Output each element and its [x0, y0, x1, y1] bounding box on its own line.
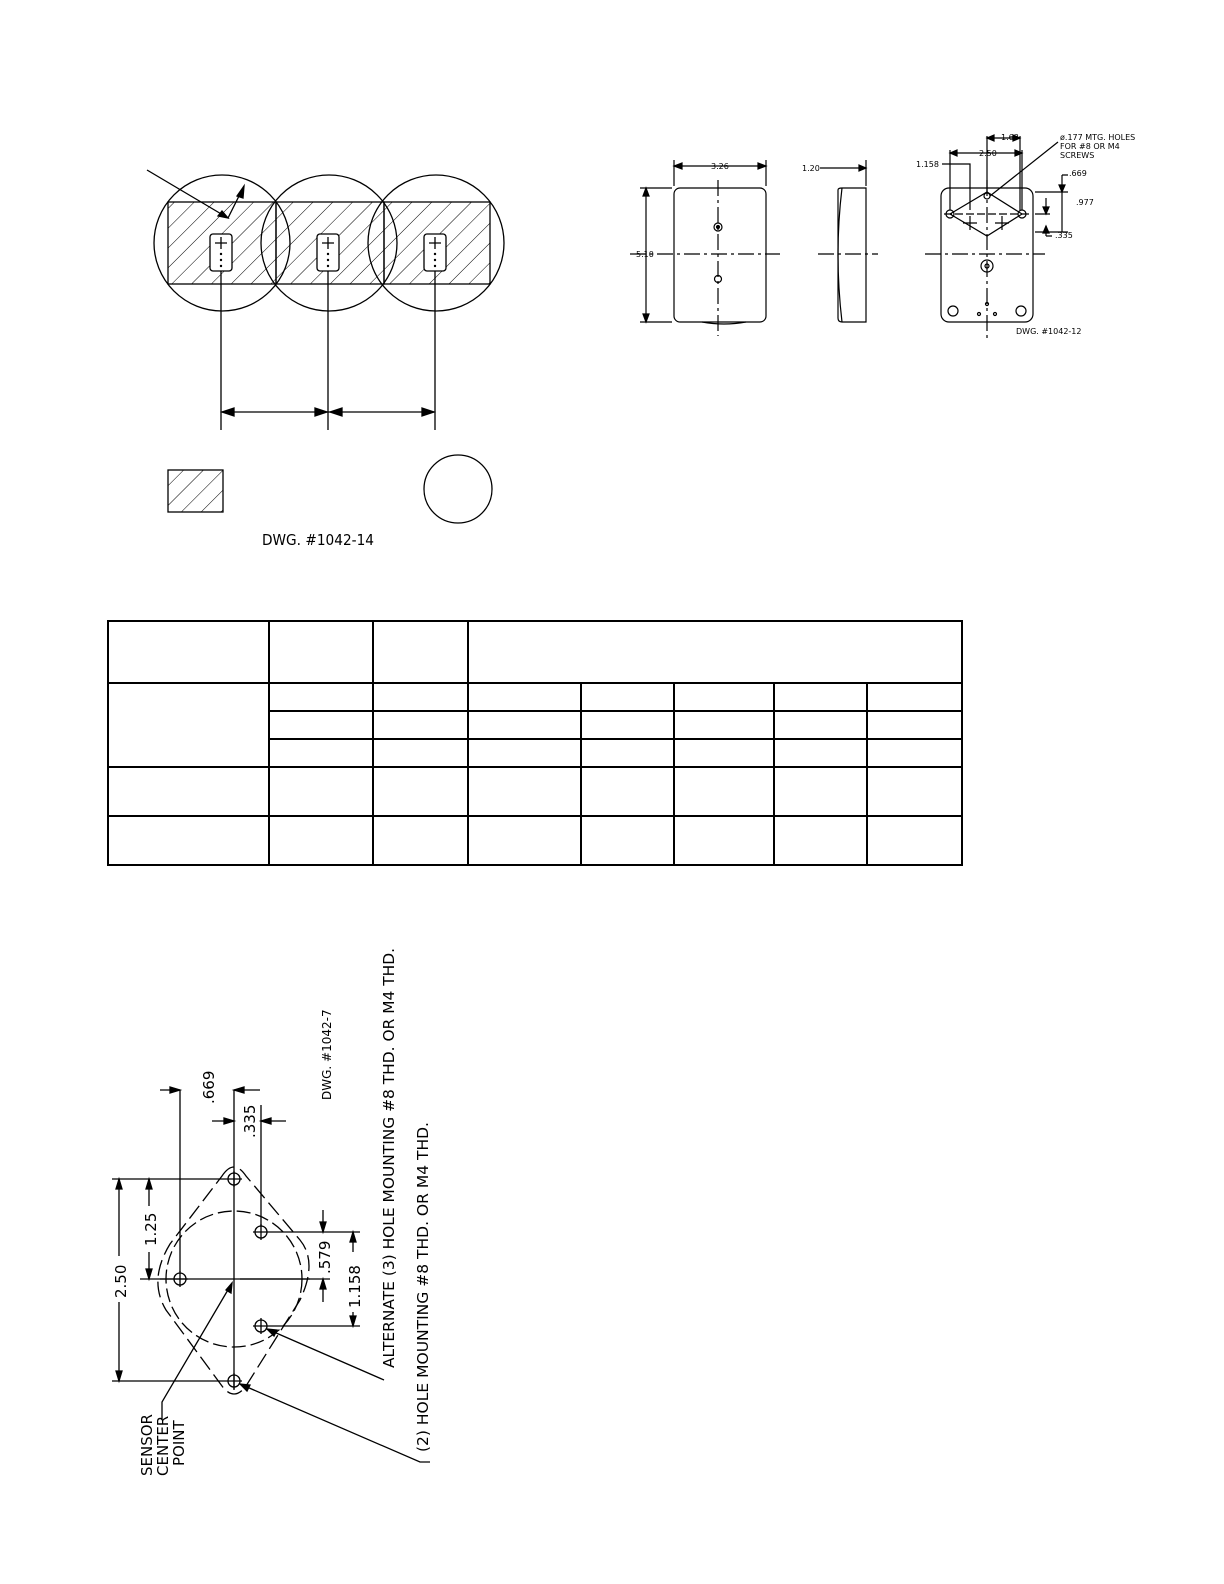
dim-hole-span-250: 2.50: [979, 149, 997, 158]
dim-579-vertical: .579: [316, 1240, 334, 1274]
dim-977: .977: [1076, 198, 1094, 207]
dim-top-163: 1.63: [1001, 133, 1019, 142]
dim-250-vertical: 2.50: [112, 1264, 130, 1298]
mtg-holes-note-line1: ø.177 MTG. HOLES: [1060, 133, 1136, 142]
dim-hole-offset-1158: 1.158: [916, 160, 939, 169]
dwg-label-1042-12: DWG. #1042-12: [1016, 327, 1082, 336]
dim-height-510: 5.10: [636, 250, 654, 259]
dim-depth-120: 1.20: [802, 164, 820, 173]
two-hole-mounting-note: (2) HOLE MOUNTING #8 THD. OR M4 THD.: [414, 1132, 432, 1452]
mounting-hole-left: [172, 1271, 188, 1287]
dim-335: .335: [1055, 231, 1073, 240]
dwg-label-1042-14: DWG. #1042-14: [262, 531, 374, 549]
dim-669: .669: [1069, 169, 1087, 178]
alternate-hole-mounting-note: ALTERNATE (3) HOLE MOUNTING #8 THD. OR M4 THD.: [380, 959, 398, 1368]
dim-1158-vertical: 1.158: [346, 1265, 364, 1308]
mounting-hole-top: [226, 1171, 242, 1187]
mtg-holes-note-line3: SCREWS: [1060, 151, 1095, 160]
mounting-hole-alt-lower: [253, 1318, 269, 1334]
dim-width-326: 3.26: [711, 162, 729, 171]
mounting-hole-alt-upper: [253, 1224, 269, 1240]
sensor-center-label-line3: POINT: [170, 1420, 188, 1466]
dim-669-vertical: .669: [200, 1070, 218, 1104]
sensor-center-label-line1: SENSOR: [138, 1414, 156, 1476]
dim-125-vertical: 1.25: [142, 1212, 160, 1246]
sensor-center-label-line2: CENTER: [154, 1415, 172, 1476]
mounting-hole-bottom: [226, 1373, 242, 1389]
dim-335-vertical: .335: [241, 1104, 259, 1138]
mtg-holes-note-line2: FOR #8 OR M4: [1060, 142, 1120, 151]
dwg-label-1042-7: DWG. #1042-7: [320, 1009, 334, 1100]
